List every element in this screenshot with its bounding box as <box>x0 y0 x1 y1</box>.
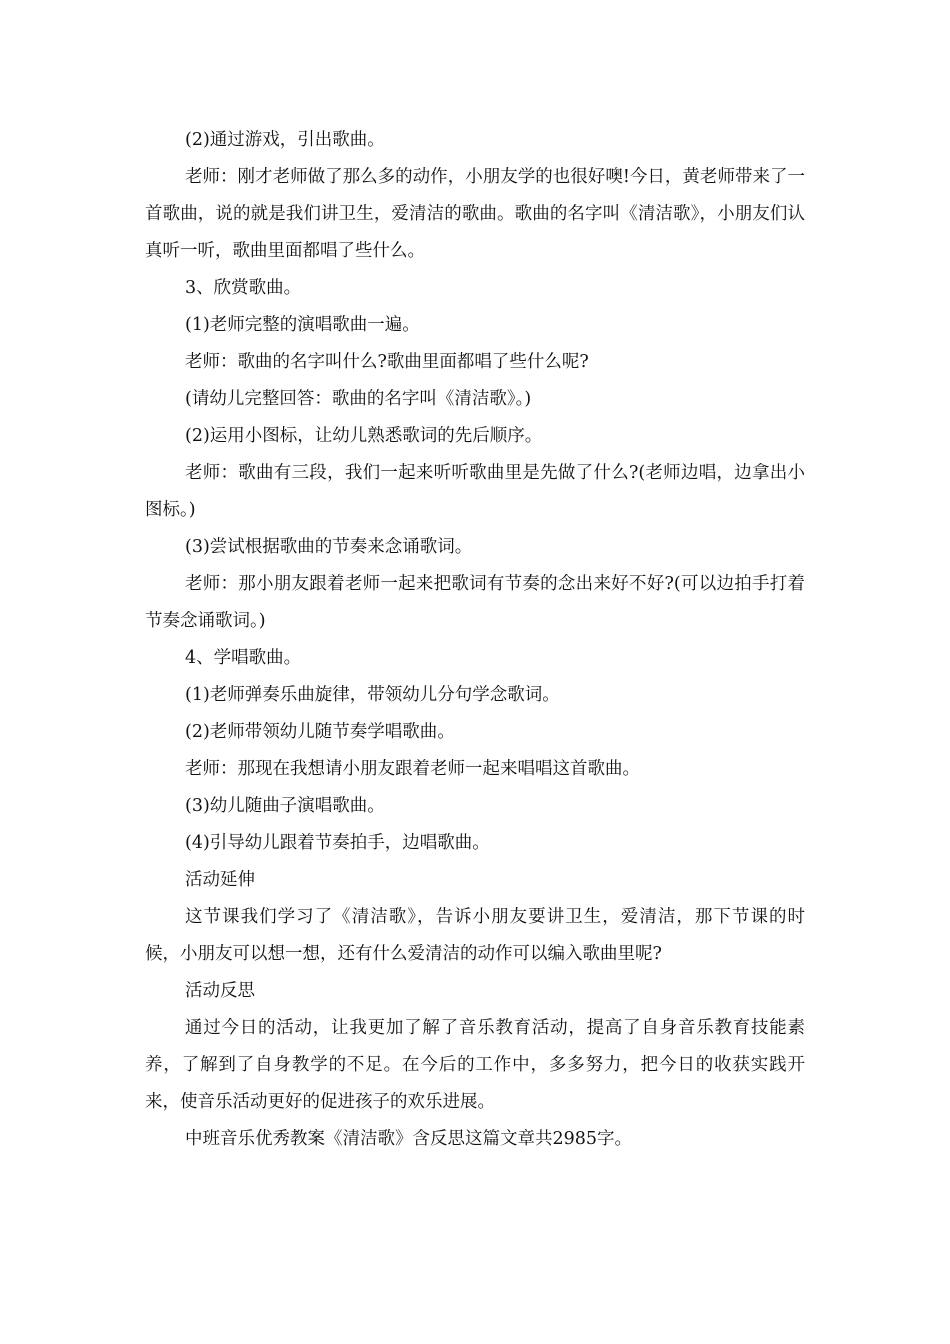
paragraph: (3)尝试根据歌曲的节奏来念诵歌词。 <box>185 537 473 557</box>
paragraph: 老师：歌曲的名字叫什么?歌曲里面都唱了些什么呢? <box>185 352 589 372</box>
paragraph: (2)运用小图标，让幼儿熟悉歌词的先后顺序。 <box>185 426 543 446</box>
paragraph: 老师：刚才老师做了那么多的动作，小朋友学的也很好噢!今日，黄老师带来了一首歌曲，说的就是我们讲卫生，爱清洁的歌曲。歌曲的名字叫《清洁歌》，小朋友们认真听一听，歌曲里面都唱了些什么。 <box>145 167 805 261</box>
paragraph: 这节课我们学习了《清洁歌》，告诉小朋友要讲卫生，爱清洁，那下节课的时候，小朋友可以想一想，还有什么爱清洁的动作可以编入歌曲里呢? <box>145 907 805 964</box>
paragraph: (4)引导幼儿跟着节奏拍手，边唱歌曲。 <box>185 833 490 853</box>
section-heading: 4、学唱歌曲。 <box>185 648 302 668</box>
document-body <box>145 122 805 1158</box>
paragraph: (请幼儿完整回答：歌曲的名字叫《清洁歌》。) <box>185 389 532 409</box>
section-heading: 活动反思 <box>185 981 255 1001</box>
paragraph: (3)幼儿随曲子演唱歌曲。 <box>185 796 385 816</box>
paragraph: (2)老师带领幼儿随节奏学唱歌曲。 <box>185 722 455 742</box>
paragraph: 老师：那小朋友跟着老师一起来把歌词有节奏的念出来好不好?(可以边拍手打着节奏念诵歌词。) <box>145 574 805 631</box>
paragraph: (2)通过游戏，引出歌曲。 <box>185 130 385 150</box>
paragraph: 老师：那现在我想请小朋友跟着老师一起来唱唱这首歌曲。 <box>185 759 640 779</box>
section-heading: 3、欣赏歌曲。 <box>185 278 302 298</box>
paragraph: 通过今日的活动，让我更加了解了音乐教育活动，提高了自身音乐教育技能素养，了解到了自身教学的不足。在今后的工作中，多多努力，把今日的收获实践开来，使音乐活动更好的促进孩子的欢乐进展。 <box>145 1018 805 1112</box>
document-footer-note: 中班音乐优秀教案《清洁歌》含反思这篇文章共2985字。 <box>185 1129 633 1149</box>
paragraph: (1)老师弹奏乐曲旋律，带领幼儿分句学念歌词。 <box>185 685 560 705</box>
paragraph: (1)老师完整的演唱歌曲一遍。 <box>185 315 420 335</box>
paragraph: 老师：歌曲有三段，我们一起来听听歌曲里是先做了什么?(老师边唱，边拿出小图标。) <box>145 463 805 520</box>
section-heading: 活动延伸 <box>185 870 255 890</box>
